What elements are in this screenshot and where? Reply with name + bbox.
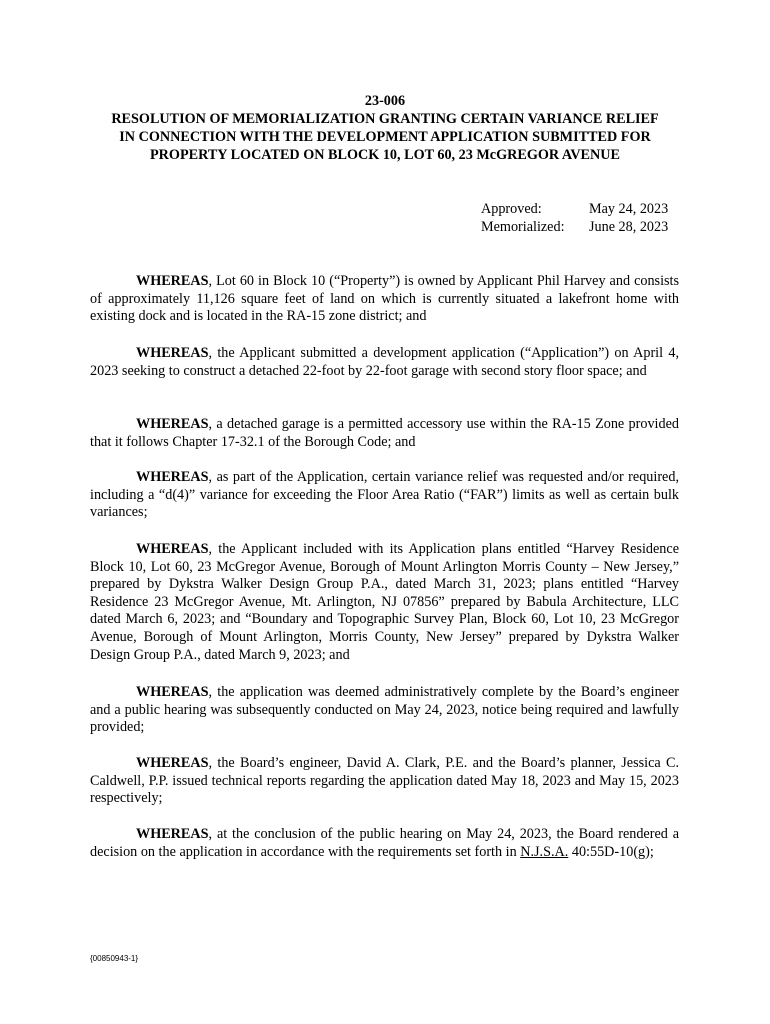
whereas-keyword: WHEREAS <box>136 416 209 432</box>
paragraph-text: , a detached garage is a permitted accessory use within the RA-15 Zone provided that it follows Chapter 17-32.1 of the Borough Code; and <box>90 416 679 450</box>
whereas-keyword: WHEREAS <box>136 826 209 842</box>
whereas-paragraph-2 <box>90 345 679 380</box>
resolution-header <box>88 92 682 164</box>
paragraph-text: , the application was deemed administratively complete by the Board’s engineer and a public hearing was subsequently conducted on May 24, 2023, notice being required and lawfully provided; <box>90 684 679 736</box>
statute-citation: N.J.S.A. <box>520 843 569 860</box>
resolution-number: 23-006 <box>364 93 406 109</box>
document-id-footer: {00850943-1} <box>90 954 139 963</box>
paragraph-text: 40:55D-10(g); <box>568 843 654 860</box>
whereas-keyword: WHEREAS <box>136 469 209 485</box>
whereas-paragraph-7 <box>90 755 679 808</box>
approved-label: Approved: <box>481 201 542 217</box>
dates-block <box>481 200 668 236</box>
whereas-paragraph-3 <box>90 416 679 451</box>
whereas-paragraph-5 <box>90 541 679 664</box>
paragraph-text: , as part of the Application, certain variance relief was requested and/or required, including a “d(4)” variance for exceeding the Floor Area Ratio (“FAR”) limits as well as certain bulk variances; <box>90 469 679 521</box>
resolution-title-line: IN CONNECTION WITH THE DEVELOPMENT APPLICATION SUBMITTED FOR <box>119 129 651 145</box>
memorialized-date: June 28, 2023 <box>589 219 669 235</box>
whereas-paragraph-6 <box>90 684 679 737</box>
whereas-keyword: WHEREAS <box>136 273 209 289</box>
paragraph-text: , at the conclusion of the public hearing on May 24, 2023, the Board rendered a decision on the application in accordance with the requirements set forth in <box>90 826 679 860</box>
memorialized-row <box>481 218 668 236</box>
whereas-paragraph-8 <box>90 826 679 861</box>
approved-date: May 24, 2023 <box>589 201 669 217</box>
memorialized-label: Memorialized: <box>481 219 565 235</box>
whereas-paragraph-1 <box>90 273 679 326</box>
whereas-keyword: WHEREAS <box>136 755 209 771</box>
resolution-title-line: PROPERTY LOCATED ON BLOCK 10, LOT 60, 23 McGREGOR AVENUE <box>150 147 620 163</box>
whereas-keyword: WHEREAS <box>136 541 209 557</box>
whereas-paragraph-4 <box>90 469 679 522</box>
approved-row <box>481 200 668 218</box>
whereas-keyword: WHEREAS <box>136 345 209 361</box>
resolution-title-line: RESOLUTION OF MEMORIALIZATION GRANTING CERTAIN VARIANCE RELIEF <box>111 111 659 127</box>
paragraph-text: , the Applicant submitted a development application (“Application”) on April 4, 2023 seeking to construct a detached 22-foot by 22-foot garage with second story floor space; and <box>90 345 679 379</box>
paragraph-text: , the Board’s engineer, David A. Clark, P.E. and the Board’s planner, Jessica C. Caldwell, P.P. issued technical reports regarding the application dated May 18, 2023 and May 15, 2023 respectively; <box>90 755 679 807</box>
paragraph-text: , Lot 60 in Block 10 (“Property”) is owned by Applicant Phil Harvey and consists of approximately 11,126 square feet of land on which is currently situated a lakefront home with existing dock and is located in the RA-15 zone district; and <box>90 273 679 325</box>
whereas-keyword: WHEREAS <box>136 684 209 700</box>
paragraph-text: , the Applicant included with its Application plans entitled “Harvey Residence Block 10, Lot 60, 23 McGregor Avenue, Borough of Mount Arlington Morris County – New Jersey,” prepared by Dykstra Walker Design Group P.A., dated March 31, 2023; plans entitled “Harvey Residence 23 McGregor Avenue, Mt. Arlington, NJ 07856” prepared by Babula Architecture, LLC dated March 6, 2023; and “Boundary and Topographic Survey Plan, Block 60, Lot 10, 23 McGregor Avenue, Borough of Mount Arlington, Morris County, New Jersey” prepared by Dykstra Walker Design Group P.A., dated March 9, 2023; and <box>90 541 679 663</box>
